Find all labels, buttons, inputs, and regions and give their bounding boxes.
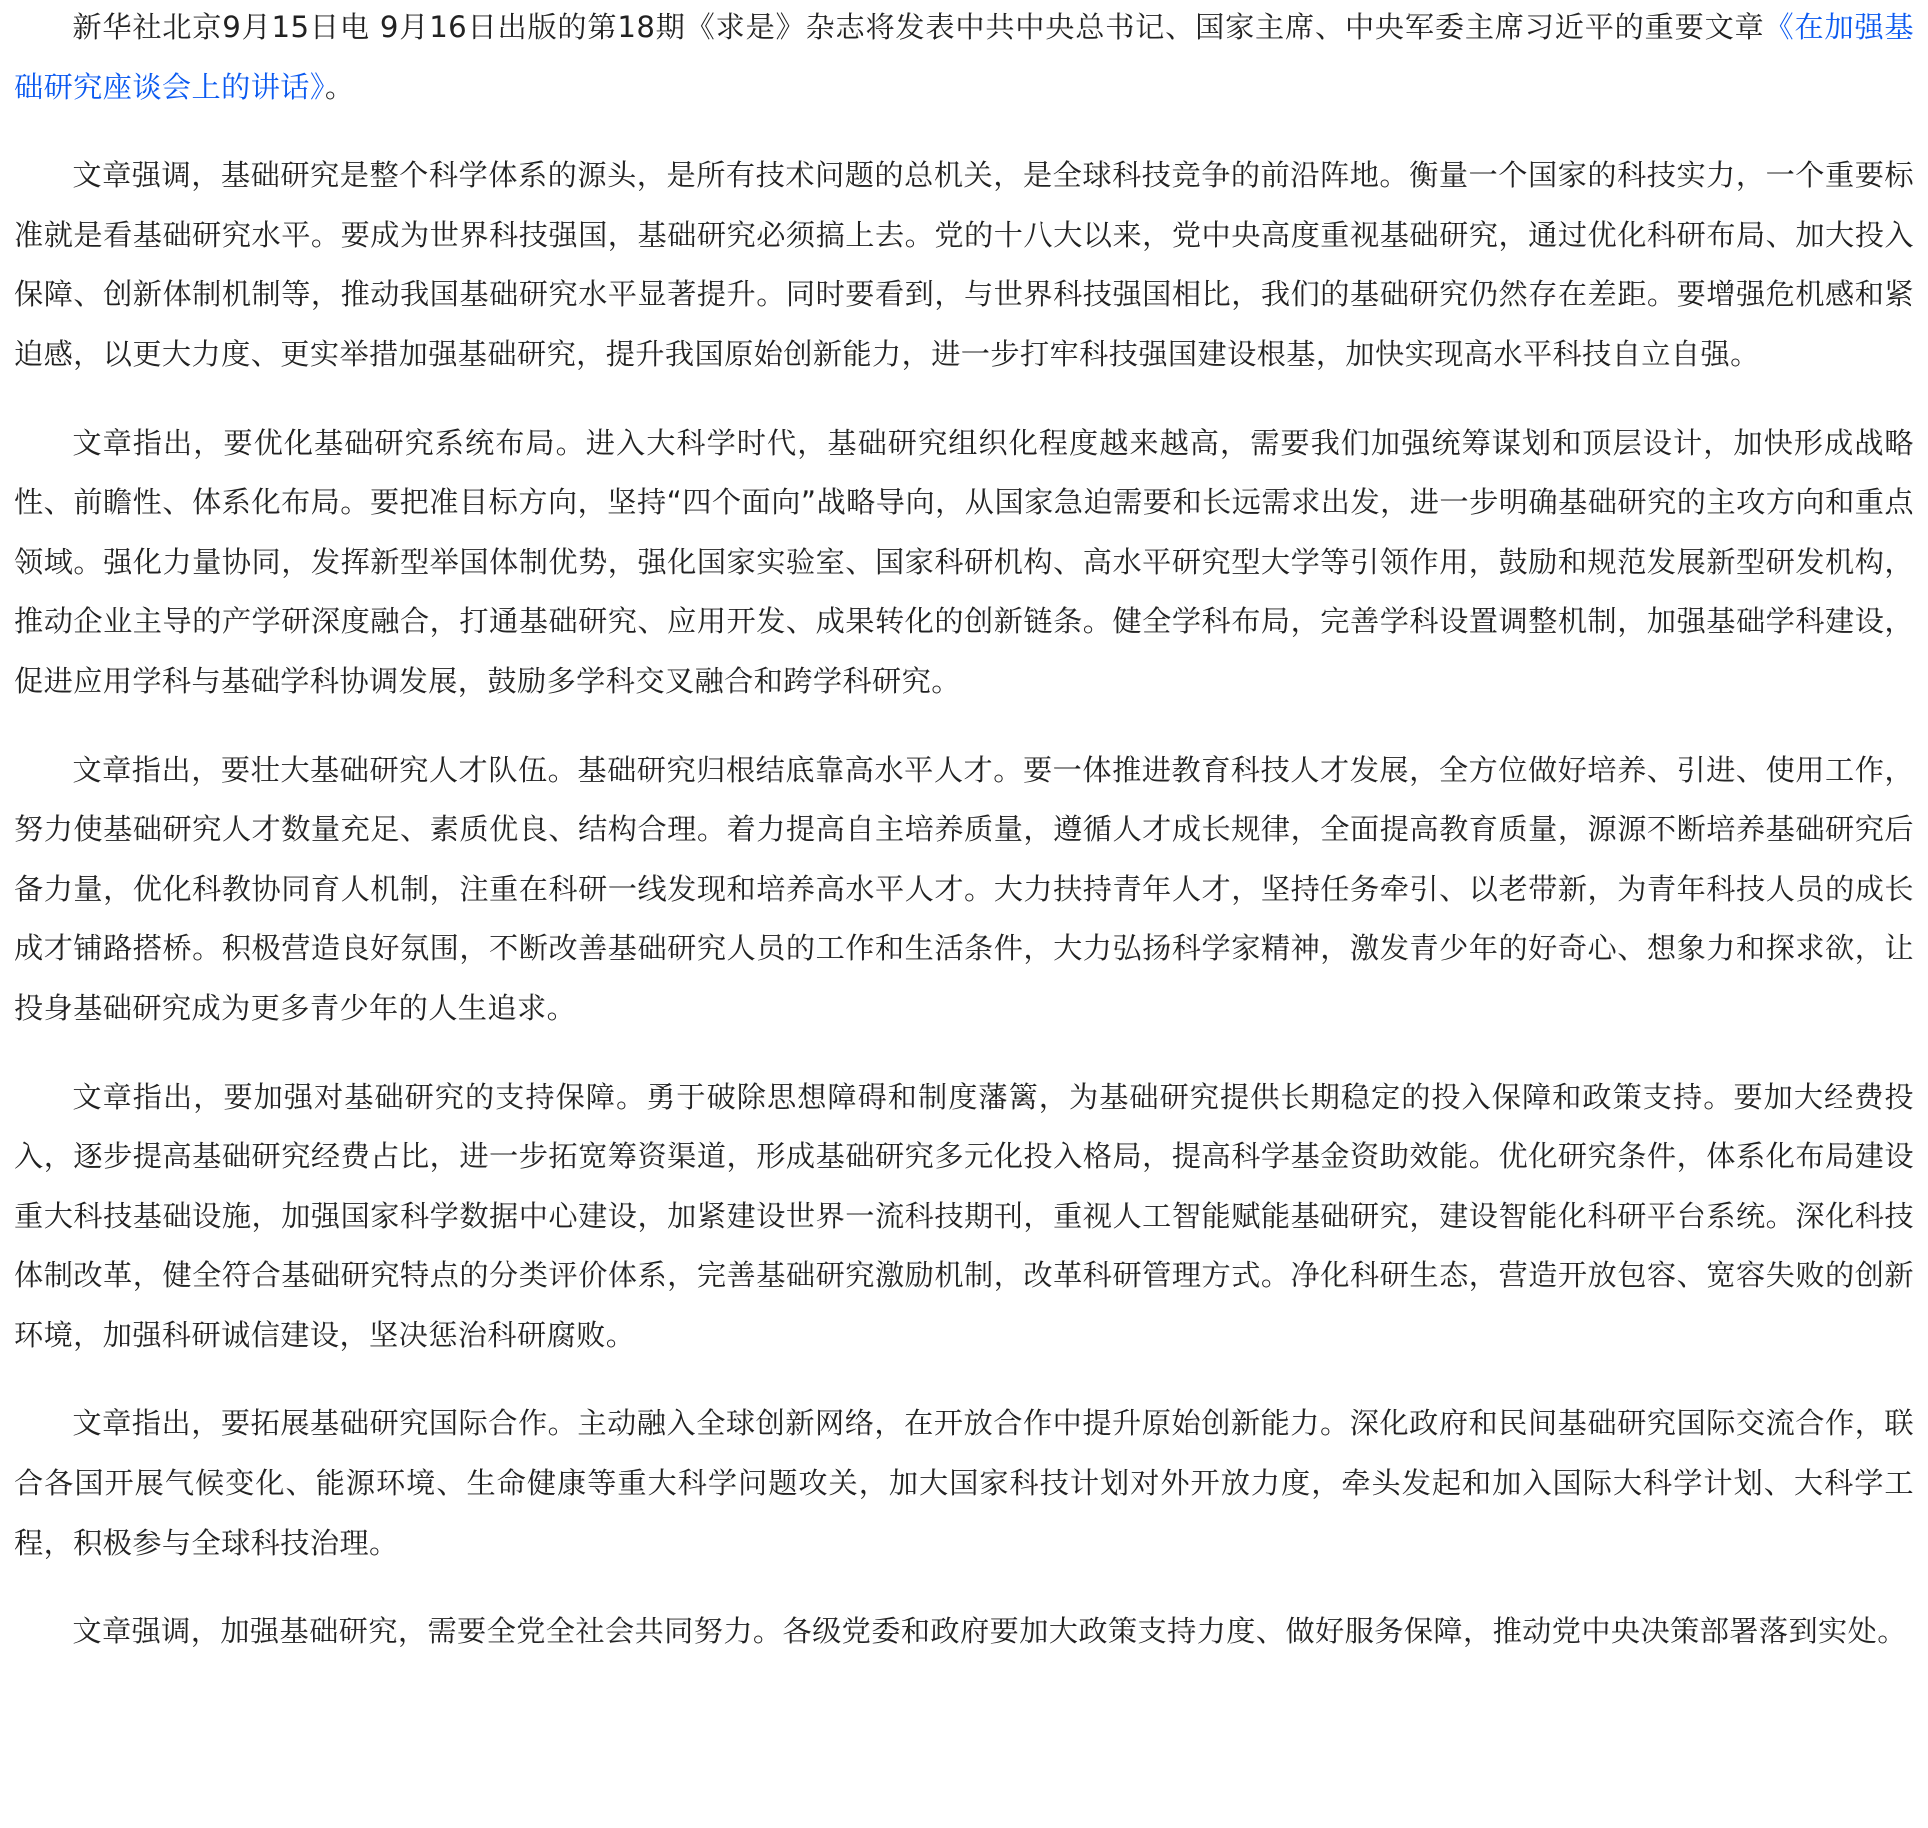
paragraph-layout: 文章指出，要优化基础研究系统布局。进入大科学时代，基础研究组织化程度越来越高，需要我们加强统筹谋划和顶层设计，加快形成战略性、前瞻性、体系化布局。要把准目标方向，坚持“四个面向”战略导向，从国家急迫需要和长远需求出发，进一步明确基础研究的主攻方向和重点领域。强化力量协同，发挥新型举国体制优势，强化国家实验室、国家科研机构、高水平研究型大学等引领作用，鼓励和规范发展新型研发机构，推动企业主导的产学研深度融合，打通基础研究、应用开发、成果转化的创新链条。健全学科布局，完善学科设置调整机制，加强基础学科建设，促进应用学科与基础学科协调发展，鼓励多学科交叉融合和跨学科研究。 bbox=[14, 425, 1914, 698]
article-body bbox=[14, 0, 1914, 1691]
paragraph-importance: 文章强调，基础研究是整个科学体系的源头，是所有技术问题的总机关，是全球科技竞争的前沿阵地。衡量一个国家的科技实力，一个重要标准就是看基础研究水平。要成为世界科技强国，基础研究必须搞上去。党的十八大以来，党中央高度重视基础研究，通过优化科研布局、加大投入保障、创新体制机制等，推动我国基础研究水平显著提升。同时要看到，与世界科技强国相比，我们的基础研究仍然存在差距。要增强危机感和紧迫感，以更大力度、更实举措加强基础研究，提升我国原始创新能力，进一步打牢科技强国建设根基，加快实现高水平科技自立自强。 bbox=[14, 158, 1914, 371]
paragraph-talent: 文章指出，要壮大基础研究人才队伍。基础研究归根结底靠高水平人才。要一体推进教育科技人才发展，全方位做好培养、引进、使用工作，努力使基础研究人才数量充足、素质优良、结构合理。着力提高自主培养质量，遵循人才成长规律，全面提高教育质量，源源不断培养基础研究后备力量，优化科教协同育人机制，注重在科研一线发现和培养高水平人才。大力扶持青年人才，坚持任务牵引、以老带新，为青年科技人员的成长成才铺路搭桥。积极营造良好氛围，不断改善基础研究人员的工作和生活条件，大力弘扬科学家精神，激发青少年的好奇心、想象力和探求欲，让投身基础研究成为更多青少年的人生追求。 bbox=[14, 752, 1914, 1025]
paragraph-international: 文章指出，要拓展基础研究国际合作。主动融入全球创新网络，在开放合作中提升原始创新能力。深化政府和民间基础研究国际交流合作，联合各国开展气候变化、能源环境、生命健康等重大科学问题攻关，加大国家科技计划对外开放力度，牵头发起和加入国际大科学计划、大科学工程，积极参与全球科技治理。 bbox=[14, 1406, 1914, 1560]
lead-paragraph bbox=[14, 0, 1914, 117]
lead-text: 新华社北京9月15日电 9月16日出版的第18期《求是》杂志将发表中共中央总书记、国家主席、中央军委主席习近平的重要文章 bbox=[72, 10, 1765, 44]
paragraph-conclusion: 文章强调，加强基础研究，需要全党全社会共同努力。各级党委和政府要加大政策支持力度、做好服务保障，推动党中央决策部署落到实处。 bbox=[72, 1614, 1907, 1649]
article-title-link[interactable]: 《在加强基础研究座谈会上的讲话》 bbox=[14, 10, 1914, 104]
lead-suffix: 。 bbox=[324, 69, 355, 104]
paragraph-support: 文章指出，要加强对基础研究的支持保障。勇于破除思想障碍和制度藩篱，为基础研究提供长期稳定的投入保障和政策支持。要加大经费投入，逐步提高基础研究经费占比，进一步拓宽筹资渠道，形成基础研究多元化投入格局，提高科学基金资助效能。优化研究条件，体系化布局建设重大科技基础设施，加强国家科学数据中心建设，加紧建设世界一流科技期刊，重视人工智能赋能基础研究，建设智能化科研平台系统。深化科技体制改革，健全符合基础研究特点的分类评价体系，完善基础研究激励机制，改革科研管理方式。净化科研生态，营造开放包容、宽容失败的创新环境，加强科研诚信建设，坚决惩治科研腐败。 bbox=[14, 1079, 1914, 1352]
